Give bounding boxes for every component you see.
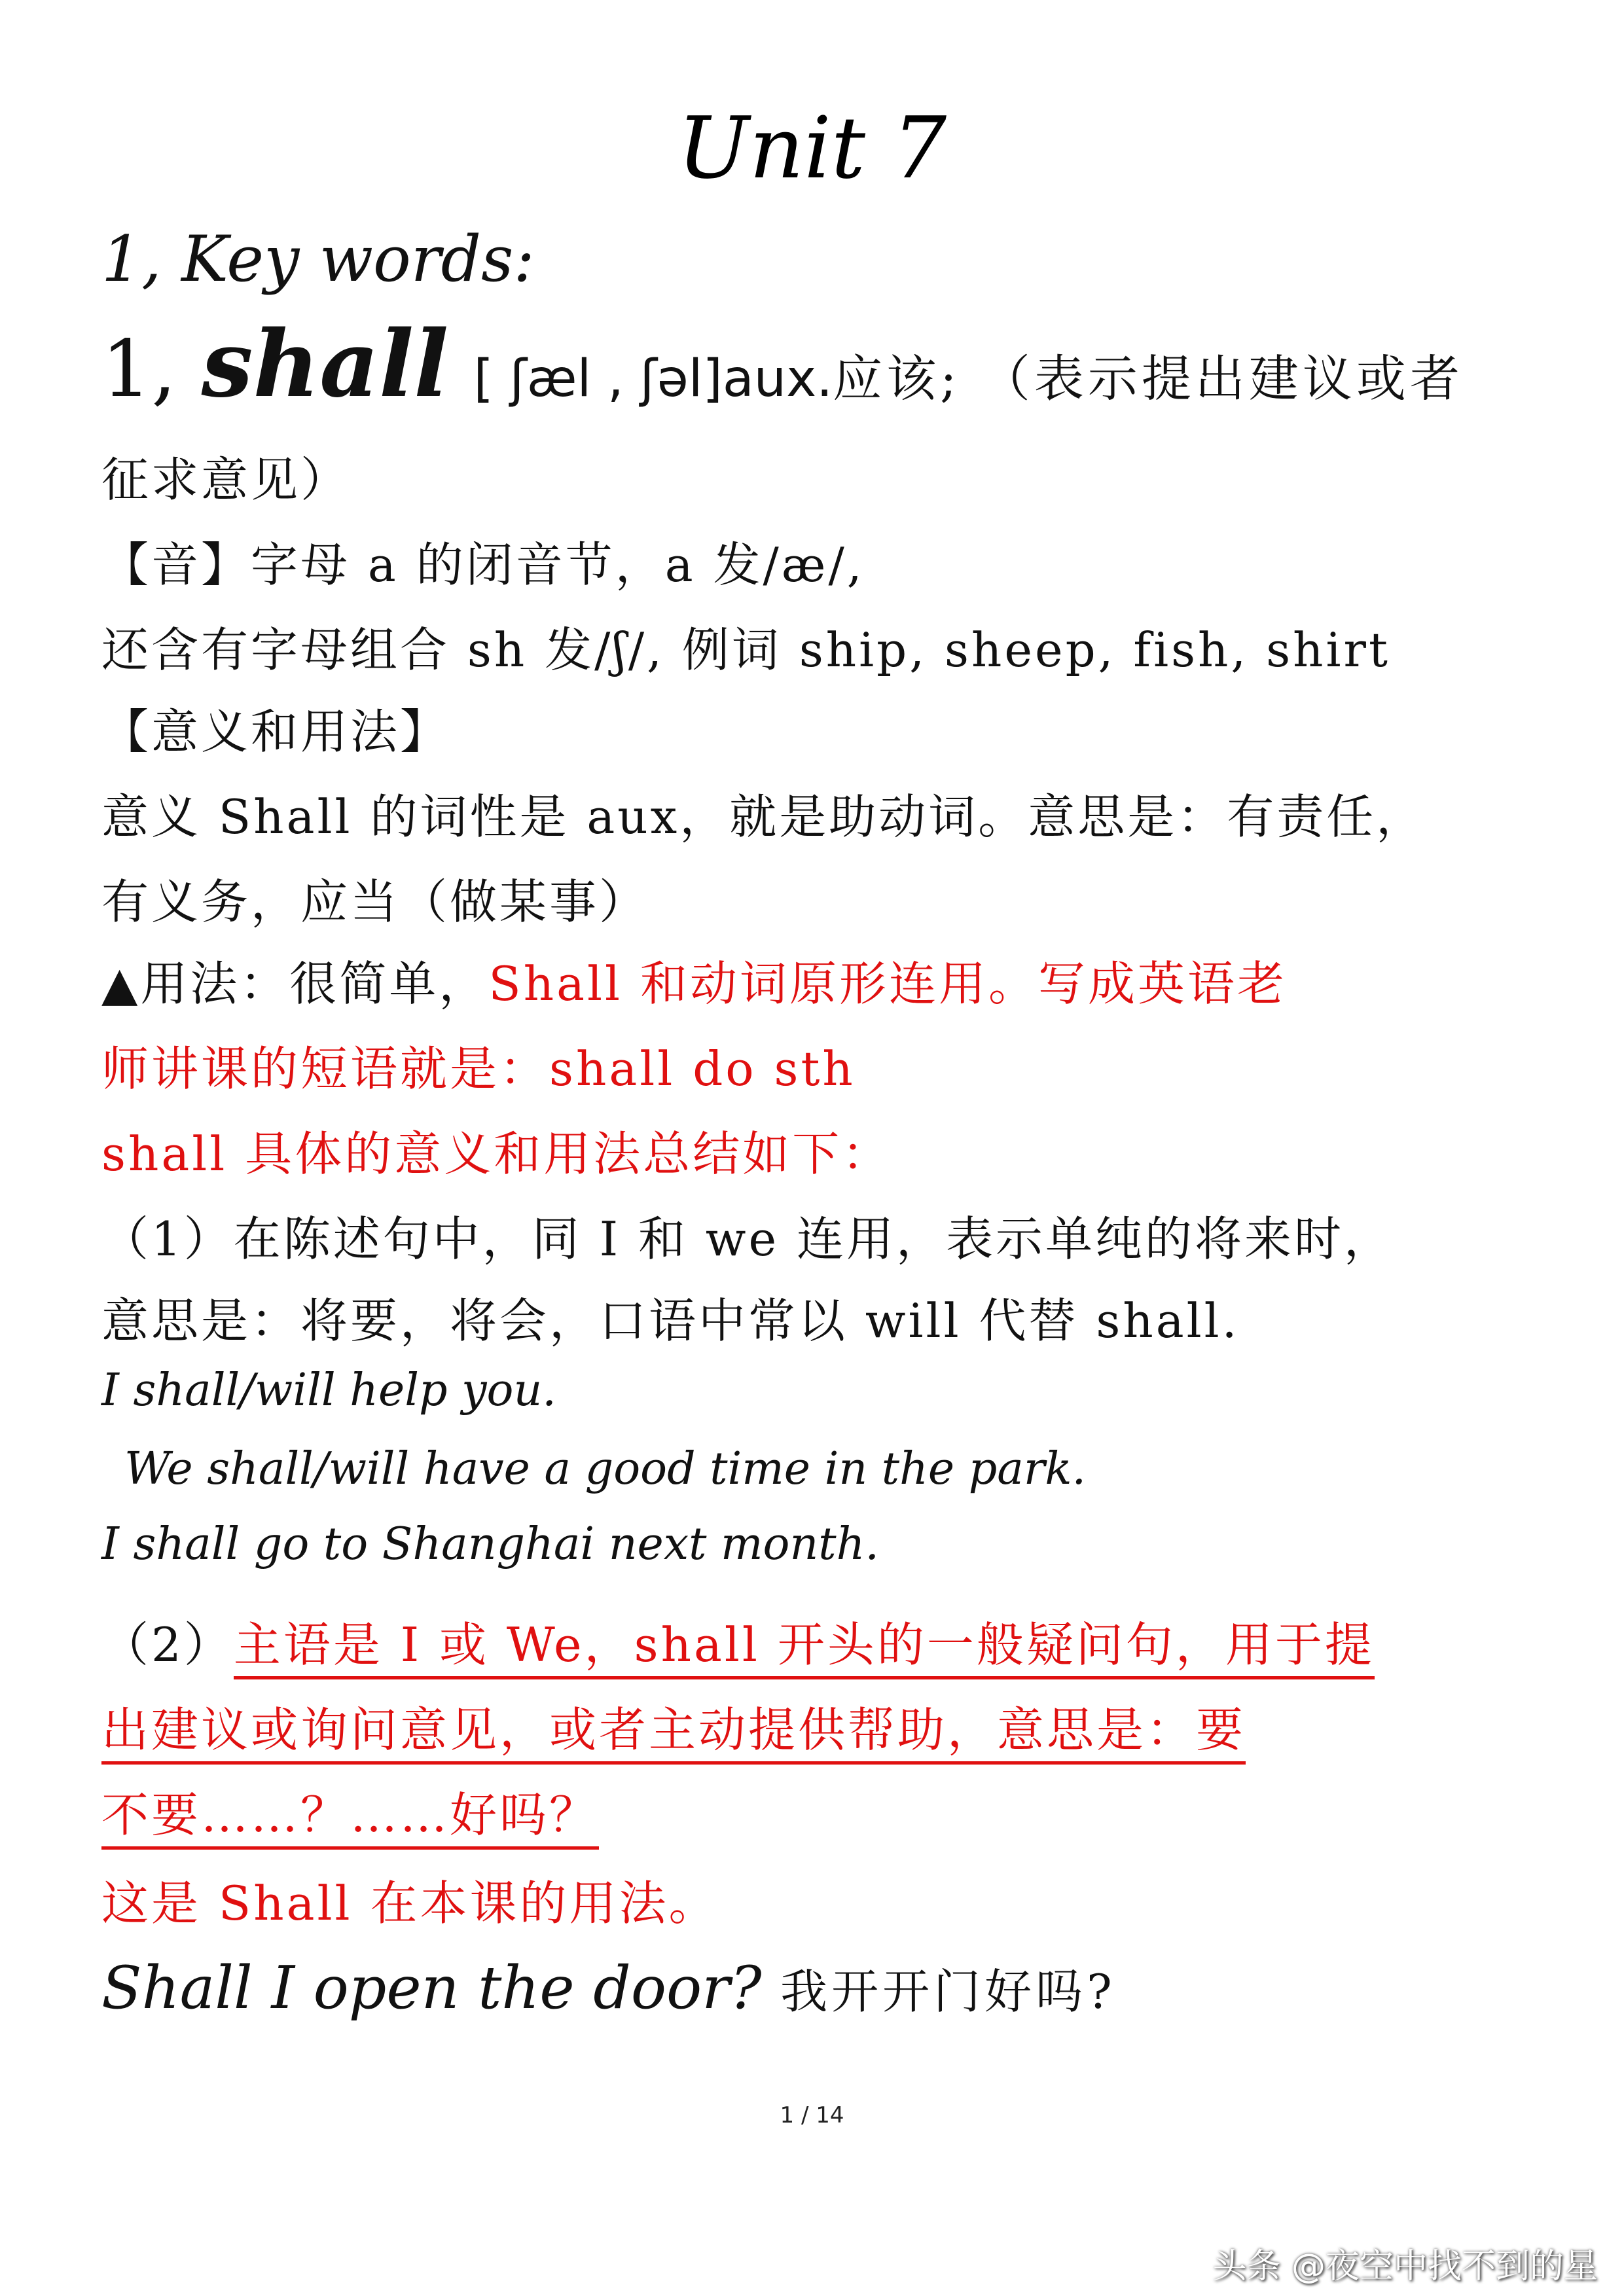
- entry-pos: aux.: [722, 350, 833, 408]
- watermark: 头条 @夜空中找不到的星: [1212, 2247, 1598, 2286]
- point-2-line-2: [101, 1692, 1246, 1760]
- pronunciation-text-1: 字母 a 的闭音节，a 发/æ/,: [251, 537, 865, 592]
- example-sentence-2: We shall/will have a good time in the park.: [124, 1443, 1087, 1495]
- section-heading: 1, Key words:: [101, 223, 535, 296]
- meaning-line-2: 有义务，应当（做某事）: [101, 874, 649, 929]
- pronunciation-line-1: [101, 527, 865, 595]
- entry-word: shall: [201, 311, 449, 418]
- entry-definition: 应该; （表示提出建议或者: [833, 350, 1464, 408]
- entry-phonetic: [ ʃæl , ʃəl]: [473, 350, 723, 408]
- usage-line-2: 师讲课的短语就是：shall do sth: [101, 1041, 856, 1096]
- point-2-number: （2）: [101, 1617, 234, 1672]
- entry-number: 1,: [101, 324, 177, 415]
- pronunciation-line-2: 还含有字母组合 sh 发/ʃ/, 例词 ship, sheep, fish, shirt: [101, 622, 1390, 677]
- usage-line-1: [101, 946, 1287, 1014]
- summary-heading: shall 具体的意义和用法总结如下：: [101, 1126, 892, 1181]
- pronunciation-label: 【音】: [101, 537, 251, 592]
- example-sentence-1: I shall/will help you.: [101, 1365, 556, 1416]
- point-2-text-3: 不要……？……好吗？: [101, 1787, 599, 1850]
- point-2-line-1: [101, 1607, 1375, 1675]
- usage-prefix: ▲用法：很简单，: [101, 956, 489, 1011]
- page-number: 1 / 14: [780, 2102, 844, 2128]
- lesson-note: 这是 Shall 在本课的用法。: [101, 1876, 719, 1931]
- usage-rule: Shall 和动词原形连用。写成英语老: [488, 956, 1287, 1011]
- point-2-text-2: 出建议或询问意见，或者主动提供帮助，意思是：要: [101, 1702, 1246, 1765]
- example-sentence-3: I shall go to Shanghai next month.: [101, 1518, 880, 1570]
- final-example-english: Shall I open the door?: [101, 1954, 762, 2022]
- meaning-line-1: 意义 Shall 的词性是 aux，就是助动词。意思是：有责任，: [101, 789, 1426, 844]
- entry-definition-cont: 征求意见）: [101, 452, 351, 507]
- final-example: [101, 1954, 1116, 2022]
- usage-heading: 【意义和用法】: [101, 704, 450, 759]
- point-1-line-2: 意思是：将要，将会，口语中常以 will 代替 shall.: [101, 1293, 1240, 1348]
- page-title: Unit 7: [677, 98, 947, 198]
- word-entry: [101, 311, 1464, 418]
- point-2-text-1: 主语是 I 或 We，shall 开头的一般疑问句，用于提: [234, 1617, 1375, 1679]
- point-2-line-3: [101, 1777, 599, 1845]
- point-1-line-1: （1）在陈述句中，同 I 和 we 连用，表示单纯的将来时，: [101, 1211, 1394, 1266]
- final-example-chinese: 我开开门好吗?: [780, 1964, 1116, 2019]
